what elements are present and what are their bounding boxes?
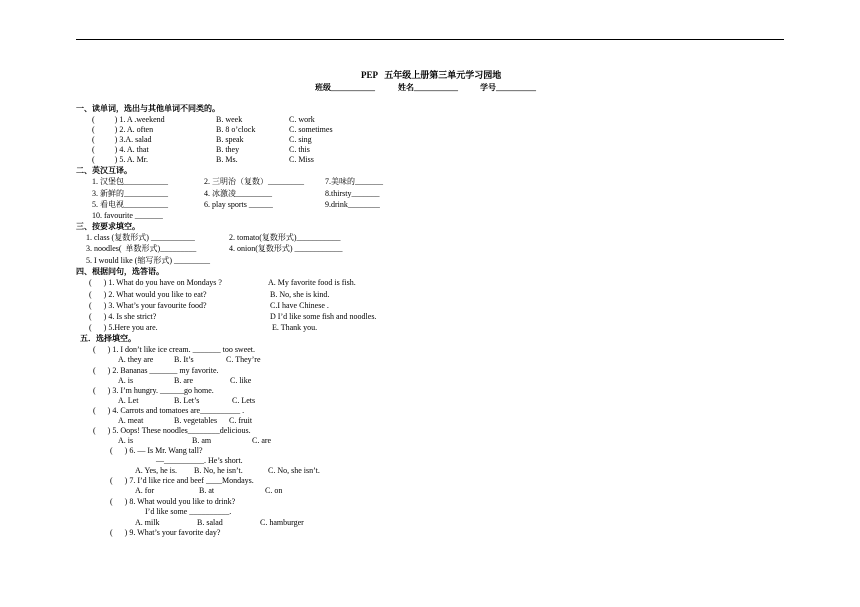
section3-heading: 三、按要求填空。 [76,222,140,231]
s1-q1-b: B. week [216,115,243,124]
s5-q4-c: C. fruit [229,416,253,425]
s1-q5: ( ) 5. A. Mr. [92,155,148,164]
s5-q8: ( ) 8. What would you like to drink? [110,497,236,506]
top-rule [76,39,784,40]
s1-q1-c: C. work [289,115,315,124]
s3-r1-c2: 2. tomato(复数形式)___________ [229,233,341,242]
s5-q2-a: A. is [118,376,134,385]
s5-q4-b: B. vegetables [174,416,218,425]
s2-r1-c2: 2. 三明治（复数）_________ [204,177,304,186]
s5-q8-c: C. hamburger [260,518,304,527]
s5-q2-b: B. are [174,376,194,385]
s2-r2-c2: 4. 冰激凌_________ [204,189,272,198]
s1-q4-b: B. they [216,145,240,154]
s5-q5-a: A. is [118,436,134,445]
s5-q6-c: C. No, she isn’t. [268,466,320,475]
student-number-field: 学号__________ [480,83,536,92]
s5-q6: ( ) 6. — Is Mr. Wang tall? [110,446,203,455]
s1-q4-c: C. this [289,145,310,154]
s1-q3-c: C. sing [289,135,312,144]
s5-q1: ( ) 1. I don’t like ice cream. _______ too sweet. [93,345,256,354]
s5-q4-a: A. meat [118,416,144,425]
s4-a2: B. No, she is kind. [270,290,330,299]
s1-q2-c: C. sometimes [289,125,333,134]
s4-q4: ( ) 4. Is she strict? [89,312,157,321]
s5-q2-c: C. like [230,376,252,385]
s5-q7-b: B. at [199,486,215,495]
s5-q6-sub: —__________. He’s short. [156,456,243,465]
s2-r1-c1: 1. 汉堡包___________ [92,177,168,186]
s4-a3: C.I have Chinese . [270,301,329,310]
s1-q5-c: C. Miss [289,155,314,164]
s5-q3-c: C. Lets [232,396,256,405]
s5-q5: ( ) 5. Oops! These noodles________delicious. [93,426,251,435]
s1-q3-b: B. speak [216,135,244,144]
section4-heading: 四、根据问句，选答语。 [76,267,164,276]
s2-r4-c1: 10. favourite _______ [92,211,163,220]
s2-r3-c1: 5. 看电视___________ [92,200,168,209]
s5-q9: ( ) 9. What’s your favorite day? [110,528,221,537]
s5-q4: ( ) 4. Carrots and tomatoes are__________ . [93,406,245,415]
section1-heading: 一、读单词，选出与其他单词不同类的。 [76,104,220,113]
s2-r2-c3: 8.thirsty_______ [325,189,380,198]
s1-q5-b: B. Ms. [216,155,238,164]
s4-a5: E. Thank you. [272,323,318,332]
s2-r3-c3: 9.drink________ [325,200,380,209]
section5-heading: 五．选择填空。 [80,334,136,343]
s5-q6-b: B. No, he isn’t. [194,466,243,475]
s4-q2: ( ) 2. What would you like to eat? [89,290,207,299]
s5-q1-b: B. It’s [174,355,194,364]
s5-q7-c: C. on [265,486,283,495]
s5-q3-b: B. Let’s [174,396,200,405]
s1-q4: ( ) 4. A. that [92,145,149,154]
s5-q3-a: A. Let [118,396,139,405]
s2-r3-c2: 6. play sports ______ [204,200,273,209]
s3-r3-c1: 5. I would like (缩写形式) _________ [86,256,210,265]
s5-q5-b: B. am [192,436,212,445]
s2-r2-c1: 3. 新鲜的___________ [92,189,168,198]
s2-r1-c3: 7.美味的_______ [325,177,383,186]
s3-r1-c1: 1. class (复数形式) ___________ [86,233,195,242]
s5-q8-b: B. salad [197,518,223,527]
s4-q5: ( ) 5.Here you are. [89,323,158,332]
s4-q3: ( ) 3. What’s your favourite food? [89,301,207,310]
s5-q7-a: A. for [135,486,155,495]
s1-q3: ( ) 3.A. salad [92,135,152,144]
s5-q6-a: A. Yes, he is. [135,466,178,475]
s5-q5-c: C. are [252,436,272,445]
s5-q8-a: A. milk [135,518,160,527]
s5-q1-a: A. they are [118,355,154,364]
s5-q1-c: C. They’re [226,355,261,364]
class-field: 班级___________ [315,83,375,92]
name-field: 姓名___________ [398,83,458,92]
s4-a4: D I’d like some fish and noodles. [270,312,377,321]
s1-q1: ( ) 1. A .weekend [92,115,165,124]
s1-q2-b: B. 8 o’clock [216,125,256,134]
s4-a1: A. My favorite food is fish. [268,278,356,287]
s3-r2-c2: 4. onion(复数形式) ____________ [229,244,343,253]
s4-q1: ( ) 1. What do you have on Mondays ? [89,278,222,287]
s5-q8-sub: I’d like some __________. [145,507,232,516]
s1-q2: ( ) 2. A. often [92,125,154,134]
page-title: PEP 五年级上册第三单元学习园地 [361,70,502,80]
section2-heading: 二、英汉互译。 [76,166,132,175]
s5-q2: ( ) 2. Bananas _______ my favorite. [93,366,219,375]
s5-q7: ( ) 7. I’d like rice and beef ____Mondays. [110,476,254,485]
s3-r2-c1: 3. noodles( 单数形式)_________ [86,244,197,253]
s5-q3: ( ) 3. I’m hungry. ______go home. [93,386,214,395]
